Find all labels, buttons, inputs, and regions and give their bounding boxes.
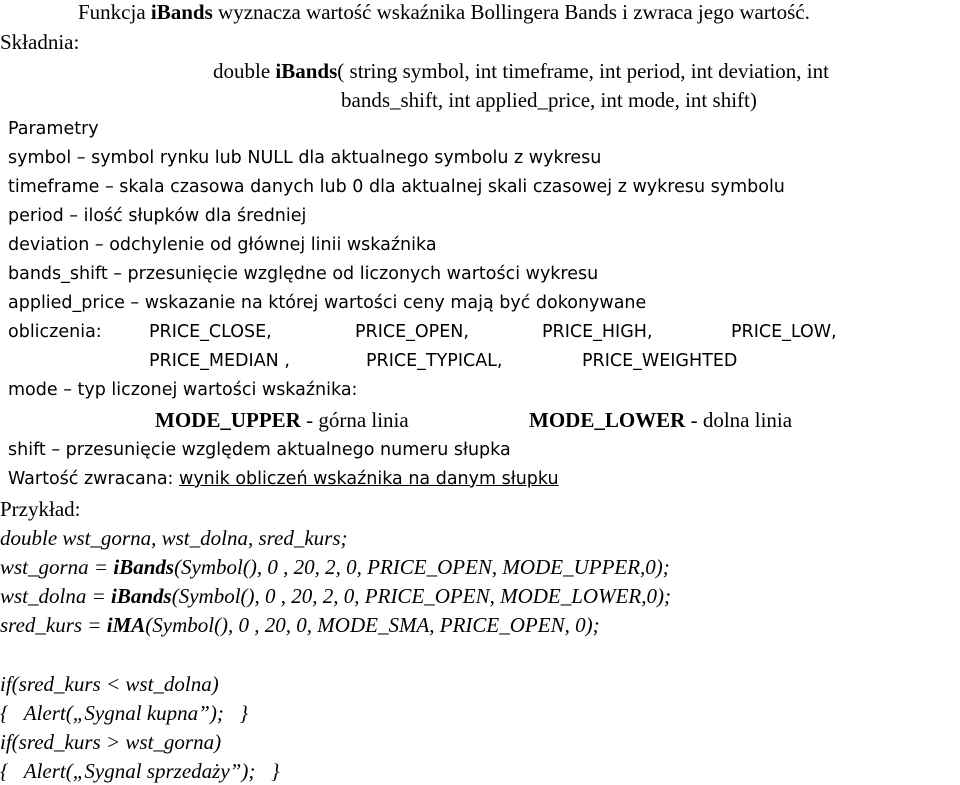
param-period: period – ilość słupków dla średniej (8, 206, 307, 226)
return-label: Wartość zwracana: (8, 469, 180, 489)
obliczenia-label: obliczenia: (8, 322, 102, 342)
price-median: PRICE_MEDIAN , (149, 351, 290, 371)
mode-lower-line (529, 406, 792, 434)
intro-line (78, 0, 810, 26)
price-high: PRICE_HIGH, (542, 322, 653, 342)
params-heading: Parametry (8, 119, 99, 139)
example-line-4-func: iMA (106, 613, 146, 637)
syntax-line-1 (213, 57, 829, 85)
example-line-3-args: (Symbol(), 0 , 20, 2, 0, PRICE_OPEN, MODE_LOWER,0); (171, 584, 671, 608)
example-heading: Przykład: (0, 497, 81, 521)
price-typical: PRICE_TYPICAL, (366, 351, 503, 371)
mode-upper-line (155, 406, 409, 434)
syntax-func-name: iBands (275, 59, 338, 83)
price-weighted: PRICE_WEIGHTED (582, 351, 738, 371)
price-open: PRICE_OPEN, (355, 322, 469, 342)
price-low: PRICE_LOW, (731, 322, 837, 342)
example-line-6: { Alert(„Sygnal kupna”); } (0, 701, 248, 725)
syntax-type: double (213, 59, 276, 83)
intro-text: wyznacza wartość wskaźnika Bollingera Bands i zwraca jego wartość. (212, 0, 810, 24)
param-applied-price: applied_price – wskazanie na której wartości ceny mają być dokonywane (8, 293, 647, 313)
mode-upper-desc: - górna linia (300, 408, 409, 432)
example-line-4 (0, 611, 600, 639)
example-line-2-args: (Symbol(), 0 , 20, 2, 0, PRICE_OPEN, MODE_UPPER,0); (174, 555, 670, 579)
syntax-line-2: bands_shift, int applied_price, int mode, int shift) (341, 88, 757, 112)
example-line-2-var: wst_gorna = (0, 555, 114, 579)
intro-func-name: iBands (150, 0, 213, 24)
mode-upper: MODE_UPPER (155, 408, 301, 432)
return-line (8, 465, 559, 493)
param-shift: shift – przesunięcie względem aktualnego numeru słupka (8, 440, 511, 460)
example-line-1: double wst_gorna, wst_dolna, sred_kurs; (0, 526, 348, 550)
example-line-2-func: iBands (113, 555, 175, 579)
mode-lower-desc: - dolna linia (685, 408, 793, 432)
example-line-2 (0, 553, 670, 581)
example-line-4-args: (Symbol(), 0 , 20, 0, MODE_SMA, PRICE_OPEN, 0); (145, 613, 600, 637)
return-value: wynik obliczeń wskaźnika na danym słupku (179, 469, 559, 489)
example-line-4-var: sred_kurs = (0, 613, 107, 637)
intro-prefix: Funkcja (78, 0, 151, 24)
example-line-3 (0, 582, 671, 610)
mode-lower: MODE_LOWER (529, 408, 686, 432)
price-close: PRICE_CLOSE, (149, 322, 272, 342)
example-line-7: if(sred_kurs > wst_gorna) (0, 730, 222, 754)
syntax-label: Składnia: (0, 30, 80, 54)
param-timeframe: timeframe – skala czasowa danych lub 0 dla aktualnej skali czasowej z wykresu symbolu (8, 177, 785, 197)
example-line-3-var: wst_dolna = (0, 584, 112, 608)
param-symbol: symbol – symbol rynku lub NULL dla aktualnego symbolu z wykresu (8, 148, 602, 168)
example-line-8: { Alert(„Sygnal sprzedaży”); } (0, 759, 280, 783)
param-mode: mode – typ liczonej wartości wskaźnika: (8, 380, 358, 400)
example-line-3-func: iBands (111, 584, 172, 608)
param-deviation: deviation – odchylenie od głównej linii wskaźnika (8, 235, 437, 255)
example-line-5: if(sred_kurs < wst_dolna) (0, 672, 219, 696)
syntax-args-1: ( string symbol, int timeframe, int period, int deviation, int (337, 59, 829, 83)
param-bands-shift: bands_shift – przesunięcie względne od liczonych wartości wykresu (8, 264, 599, 284)
